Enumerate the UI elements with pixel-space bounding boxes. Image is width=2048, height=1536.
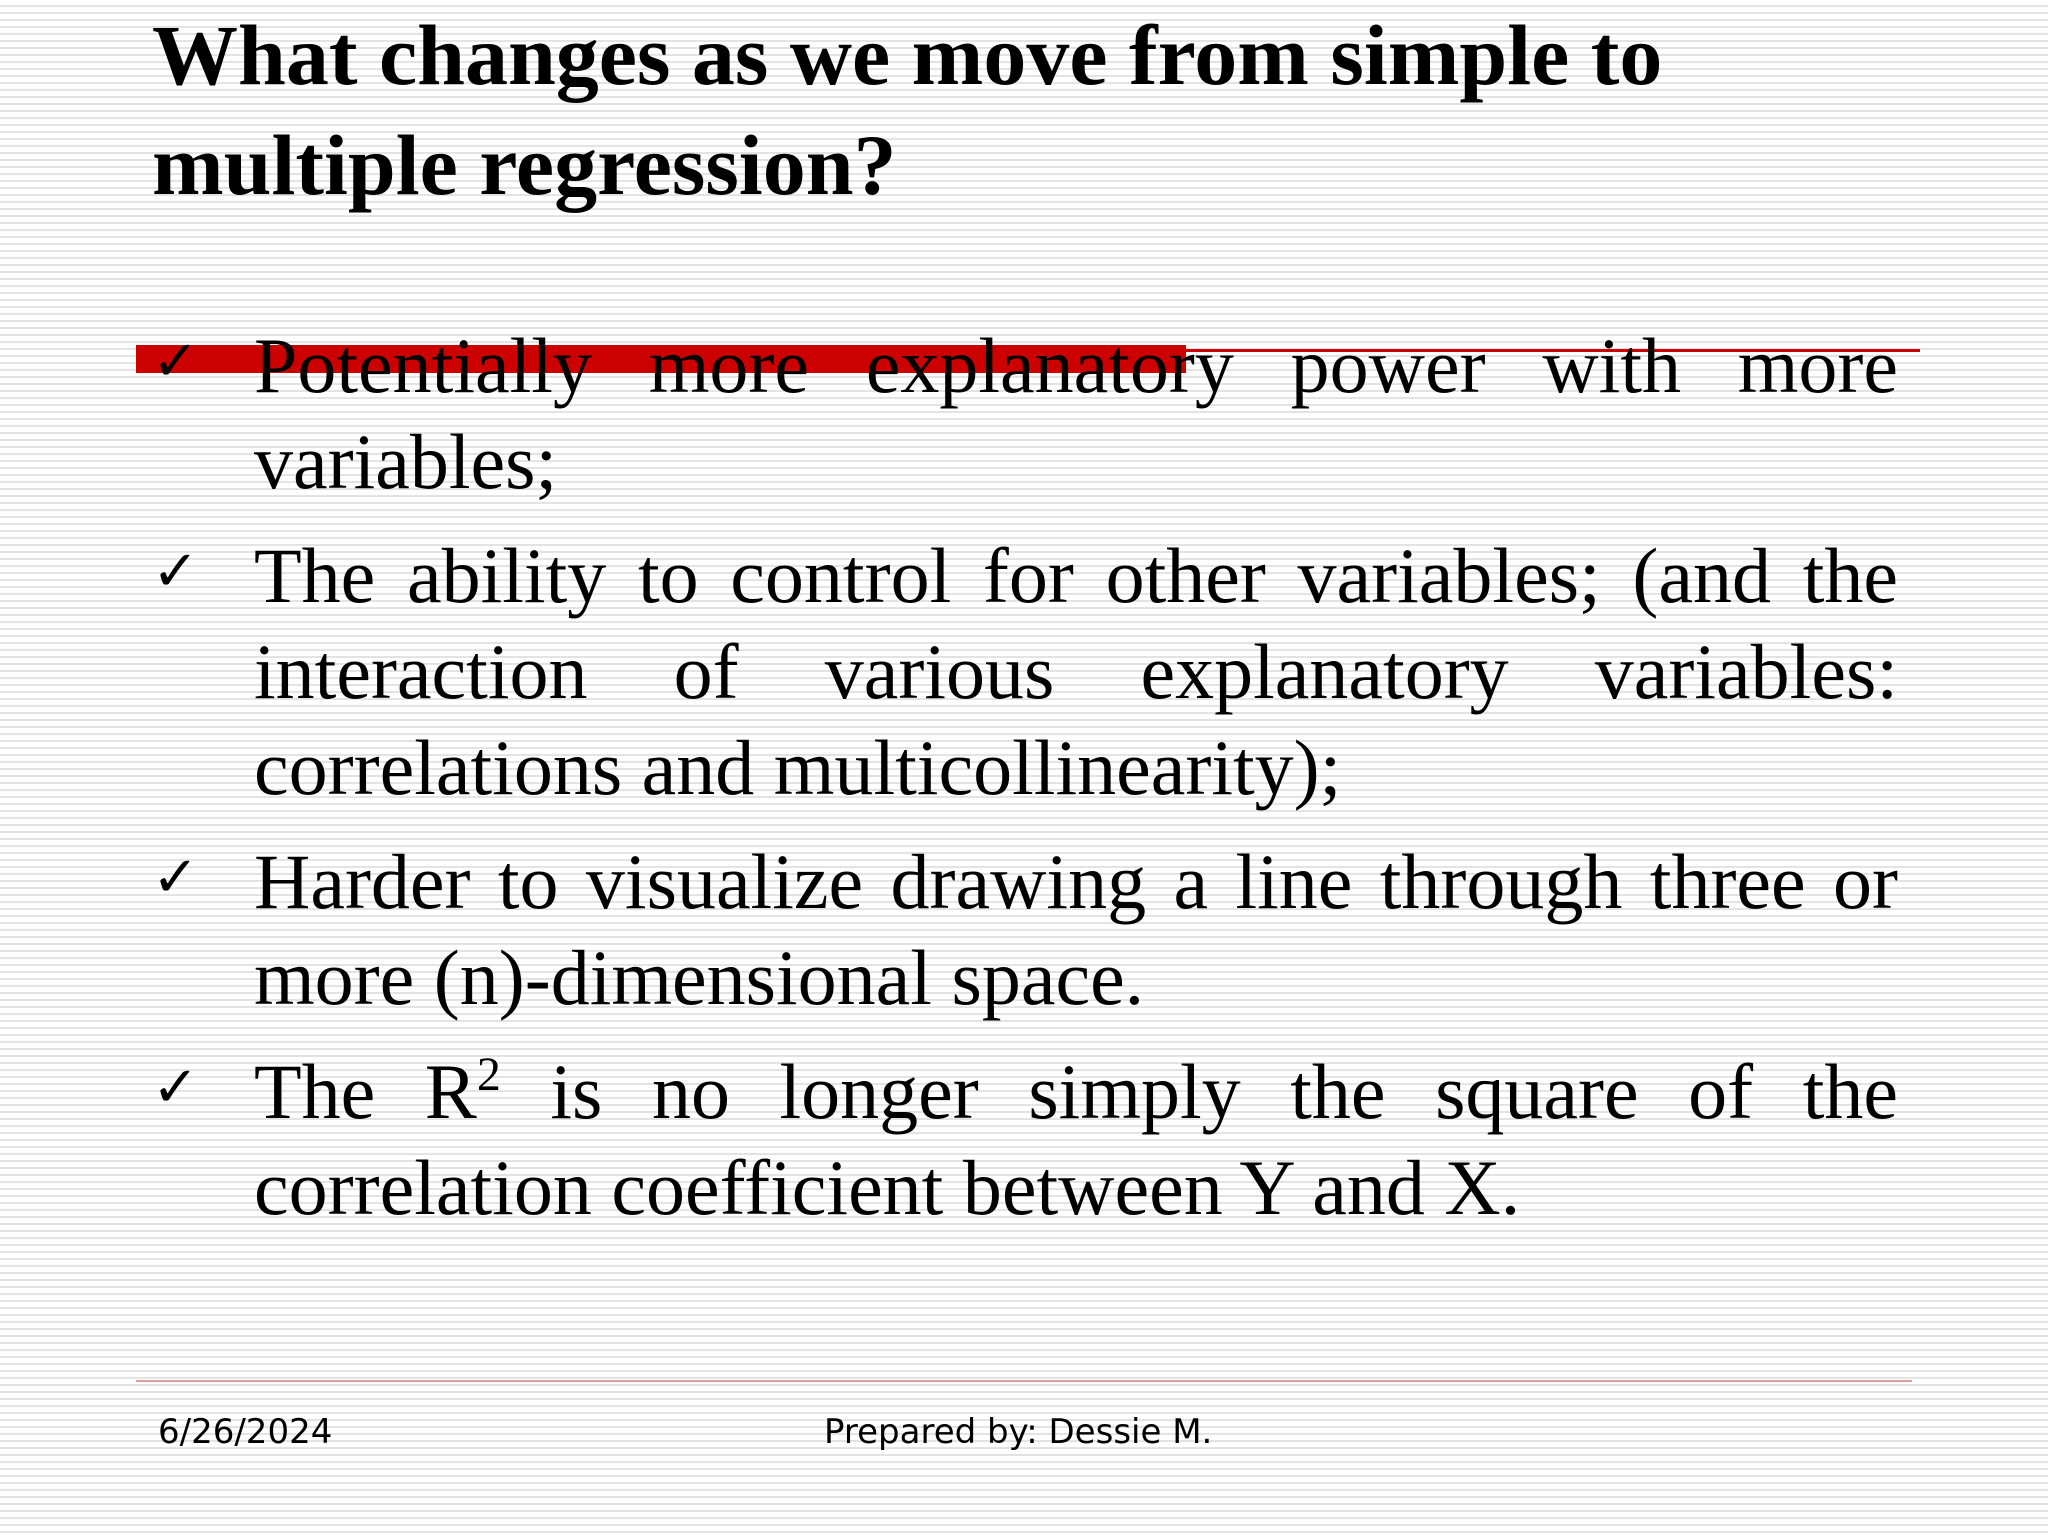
bullet-item — [152, 318, 1898, 510]
footer-divider — [136, 1380, 1912, 1382]
bullet-text: Harder to visualize drawing a line through three or more (n)-dimensional space. — [254, 838, 1898, 1021]
bullet-item — [152, 528, 1898, 816]
check-mark-icon: ✓ — [152, 1055, 199, 1120]
bullet-item — [152, 1044, 1898, 1236]
bullet-text: The ability to control for other variables; (and the interaction of various explanatory variables: correlations and multicollinearity); — [254, 532, 1898, 811]
footer-author: Prepared by: Dessie M. — [824, 1412, 1213, 1452]
footer-date: 6/26/2024 — [158, 1412, 333, 1452]
slide-title: What changes as we move from simple to multiple regression? — [152, 7, 1663, 213]
bullet-item — [152, 834, 1898, 1026]
bullet-text-pre: The R — [254, 1048, 477, 1135]
bullet-list — [152, 318, 1898, 1254]
check-mark-icon: ✓ — [152, 845, 199, 910]
bullet-text: Potentially more explanatory power with more variables; — [254, 322, 1898, 505]
check-mark-icon: ✓ — [152, 329, 199, 394]
bullet-text-post: is no longer simply the square of the correlation coefficient between Y and X. — [254, 1048, 1898, 1231]
superscript-two: 2 — [476, 1048, 501, 1101]
check-mark-icon: ✓ — [152, 539, 199, 604]
